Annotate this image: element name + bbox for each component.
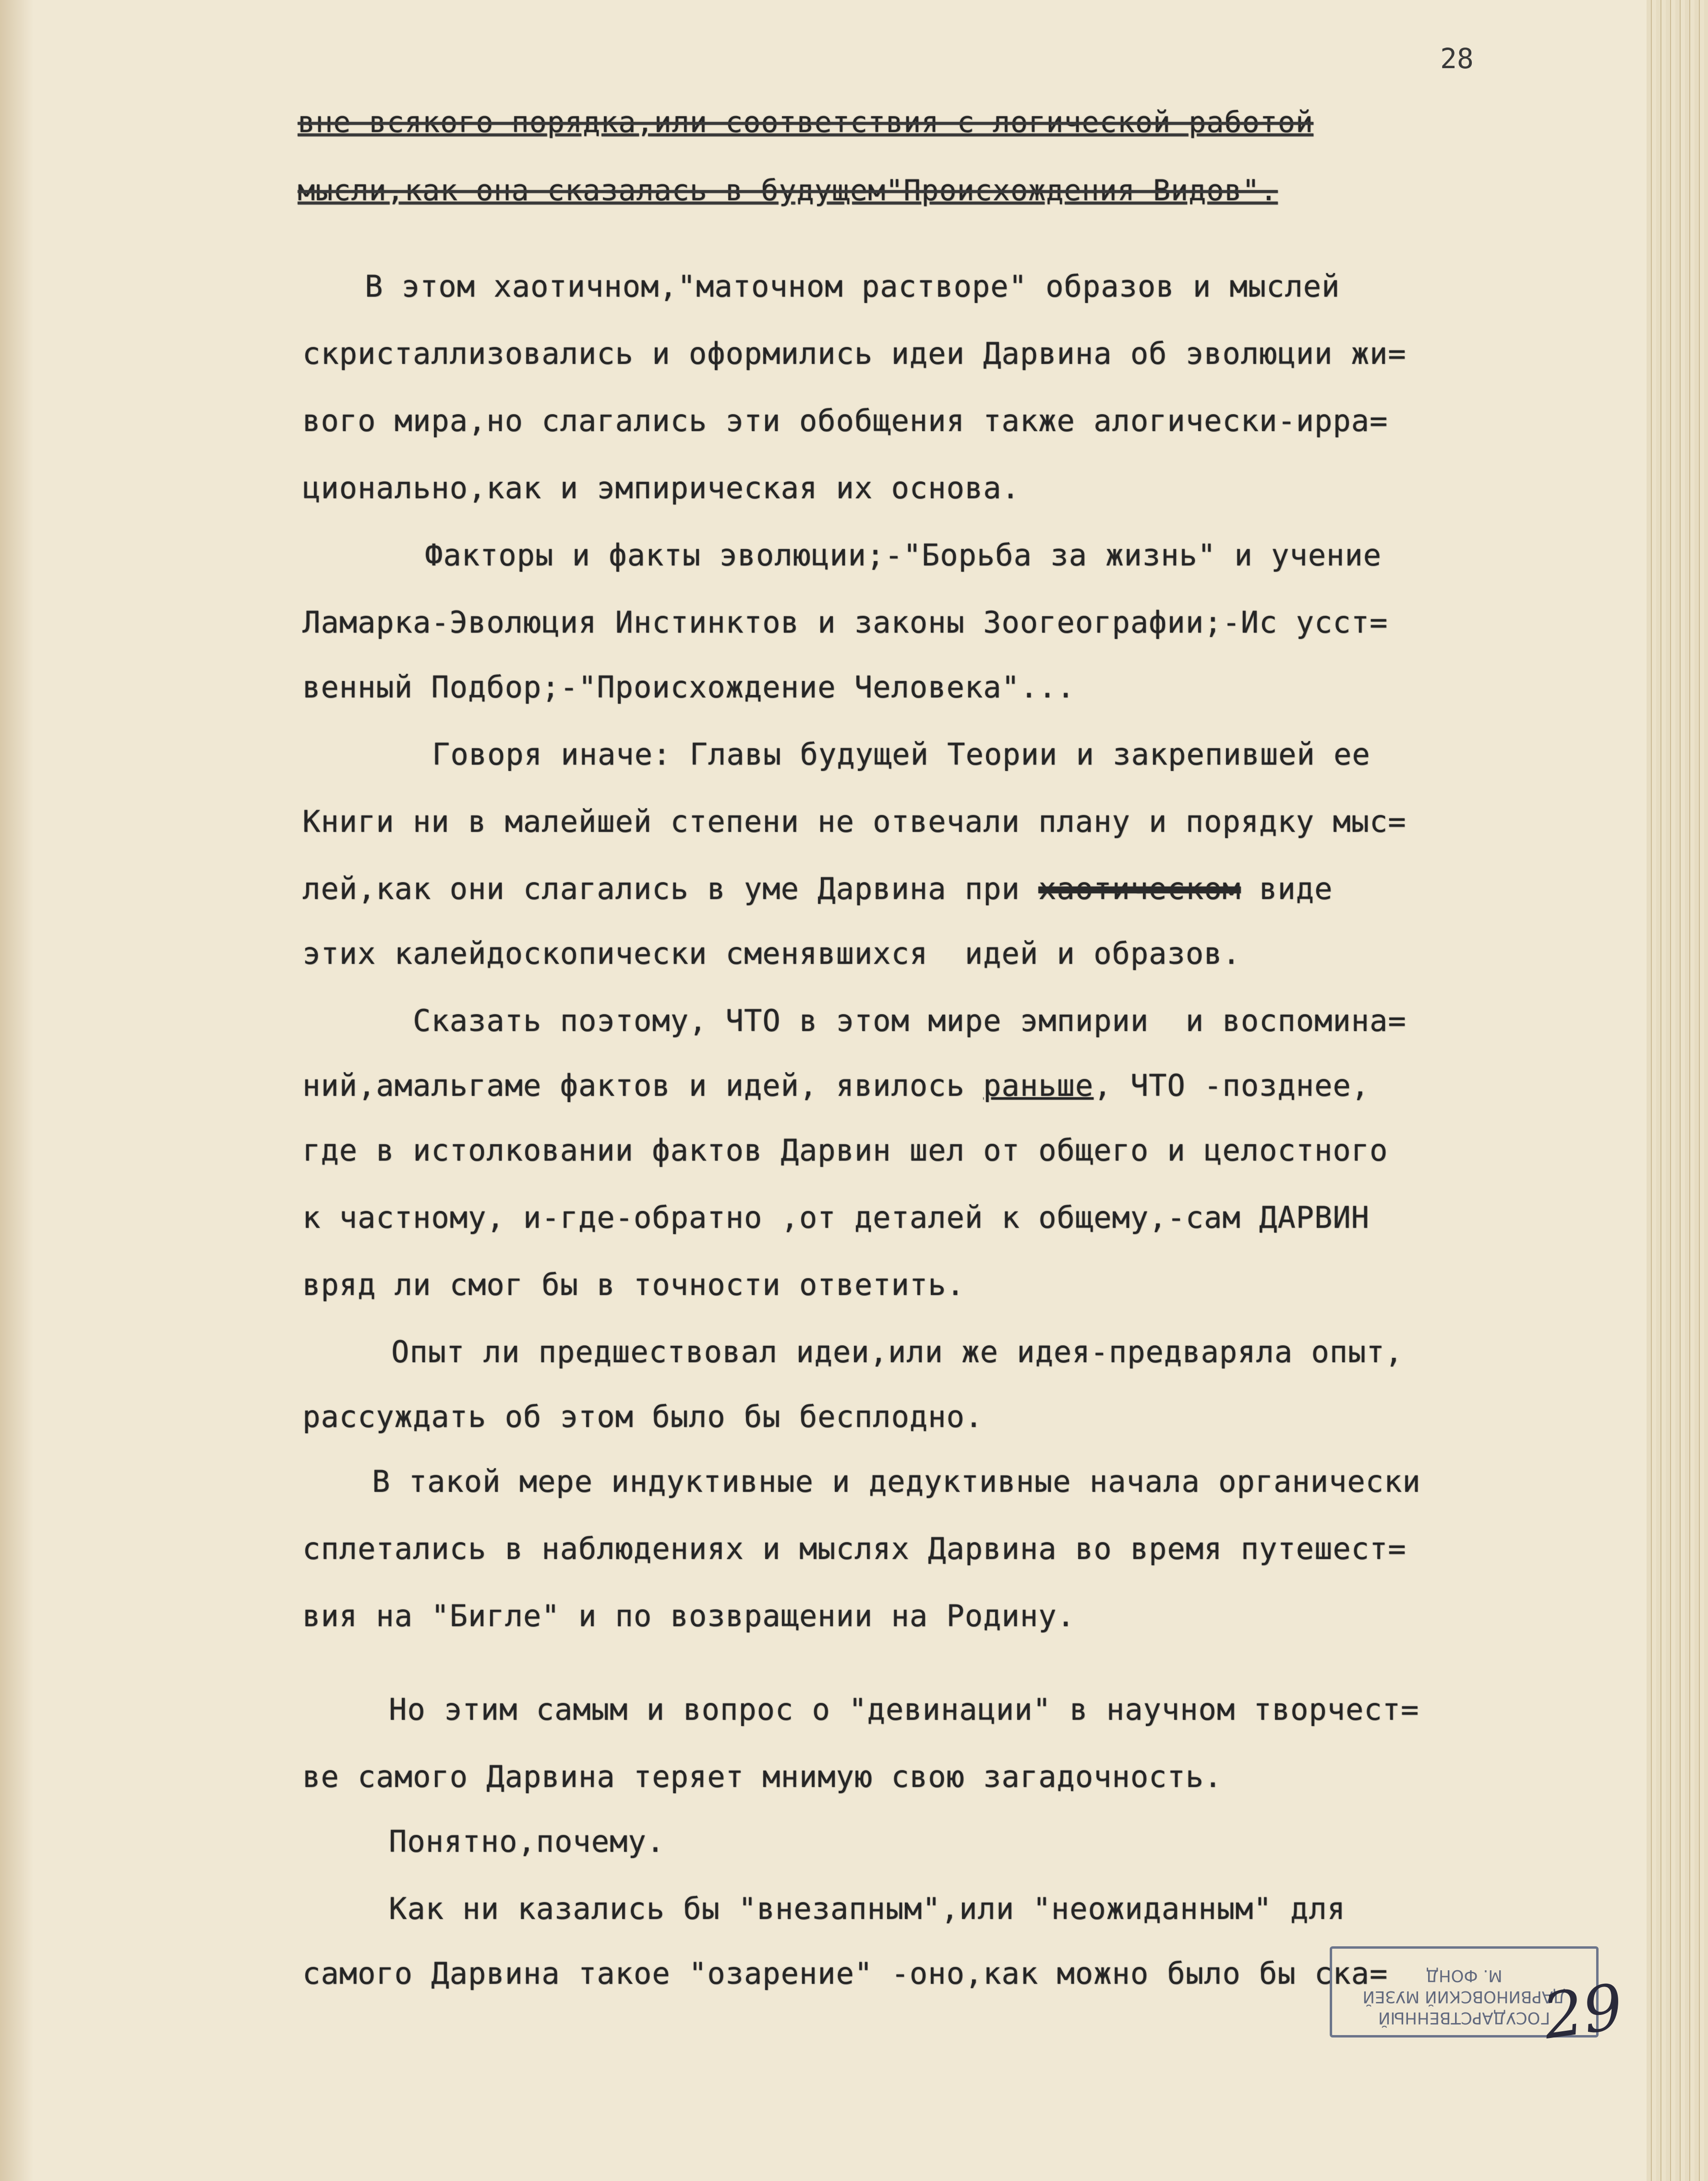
text-segment: , ЧТО -позднее, [1094,1068,1370,1103]
text-line: вне всякого порядка,или соответствия с логической работой [298,106,1314,139]
text-line: Опыт ли предшествовал идеи,или же идея-предваряла опыт, [391,1334,1403,1369]
stacked-page-edges [1647,0,1708,2181]
struck-word: хаотическом [1038,871,1241,906]
stamp-line-1: ГОСУДАРСТВЕННЫЙ [1378,2008,1551,2027]
text-line: Понятно,почему. [389,1824,665,1859]
text-line [302,871,1333,906]
text-line: рассуждать об этом было бы бесплодно. [302,1399,984,1434]
text-line: самого Дарвина такое "озарение" -оно,как можно было бы ска= [302,1956,1388,1991]
text-line: Факторы и факты эволюции;-"Борьба за жизнь" и учение [425,538,1382,573]
text-line: скристаллизовались и оформились идеи Дарвина об эволюции жи= [302,336,1407,371]
text-line: мысли,как она сказалась в будущем"Происхождения Видов". [298,174,1278,207]
text-line: Книги ни в малейшей степени не отвечали плану и порядку мыс= [302,804,1407,839]
text-segment: лей,как они слагались в уме Дарвина при [302,871,1039,906]
text-line: Говоря иначе: Главы будущей Теории и закрепившей ее [432,737,1371,772]
text-line: сплетались в наблюдениях и мыслях Дарвина во время путешест= [302,1531,1407,1566]
text-line: Как ни казались бы "внезапным",или "неожиданным" для [389,1891,1346,1926]
text-line: Ламарка-Эволюция Инстинктов и законы Зоогеографии;-Ис усст= [302,605,1388,640]
text-line: вого мира,но слагались эти обобщения также алогически-ирра= [302,403,1388,438]
stamp-line-3: М. ФОНД [1426,1966,1503,1985]
text-line: где в истолковании фактов Дарвин шел от общего и целостного [302,1133,1388,1168]
page-number: 28 [1440,42,1474,75]
text-line: В такой мере индуктивные и дедуктивные начала органически [372,1464,1421,1499]
text-segment: виде [1240,871,1333,906]
text-line: ционально,как и эмпирическая их основа. [302,470,1020,505]
text-line: к частному, и-где-обратно ,от деталей к общему,-сам ДАРВИН [302,1200,1370,1235]
text-line: ве самого Дарвина теряет мнимую свою загадочность. [302,1759,1223,1794]
text-line: Но этим самым и вопрос о "девинации" в научном творчест= [389,1692,1419,1727]
text-line: Сказать поэтому, ЧТО в этом мире эмпирии и воспомина= [413,1003,1407,1038]
underlined-word: раньше [983,1068,1094,1103]
handwritten-folio-number: 29 [1539,1970,1628,2053]
stamp-line-2: ДАРВИНОВСКИЙ МУЗЕЙ [1362,1987,1566,2006]
text-line [302,1068,1370,1103]
text-segment: ний,амальгаме фактов и идей, явилось [302,1068,984,1103]
text-line: венный Подбор;-"Происхождение Человека"... [302,670,1075,705]
text-line: вряд ли смог бы в точности ответить. [302,1267,965,1302]
text-line: В этом хаотичном,"маточном растворе" образов и мыслей [365,269,1340,304]
text-line: этих калейдоскопически сменявшихся идей и образов. [302,936,1241,971]
text-line: вия на "Бигле" и по возвращении на Родину. [302,1598,1075,1633]
